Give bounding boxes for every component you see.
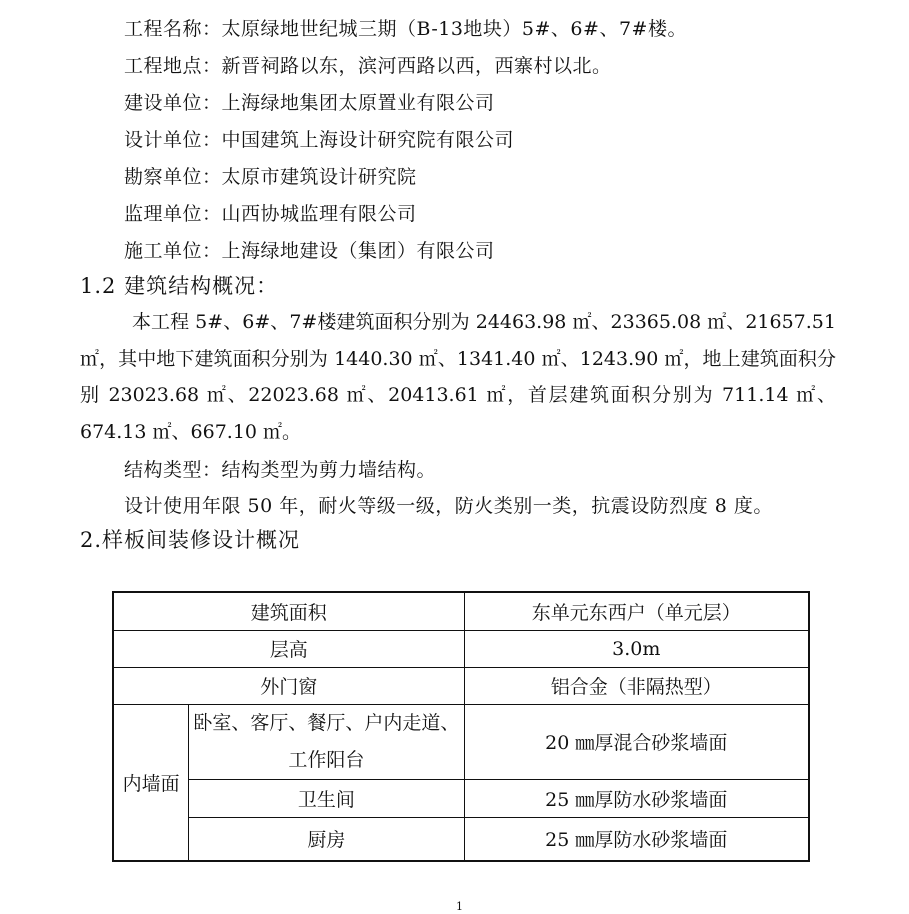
table-cell-label: 外门窗 (113, 667, 464, 704)
contractor-label: 施工单位： (124, 240, 222, 262)
table-cell-value: 3.0m (464, 630, 809, 667)
table-cell-label: 层高 (113, 630, 464, 667)
owner-value: 上海绿地集团太原置业有限公司 (221, 92, 495, 114)
structure-type-paragraph: 结构类型：结构类型为剪力墙结构。 (124, 459, 437, 481)
supervisor-value: 山西协城监理有限公司 (221, 203, 417, 225)
survey-label: 勘察单位： (124, 166, 222, 188)
survey-line (124, 162, 417, 189)
designer-label: 设计单位： (124, 129, 222, 151)
table-row (113, 779, 809, 817)
section-1-2-heading: 1.2 建筑结构概况： (80, 274, 279, 298)
owner-line (124, 88, 495, 115)
table-cell-value: 20 ㎜厚混合砂浆墙面 (464, 704, 809, 779)
contractor-value: 上海绿地建设（集团）有限公司 (221, 240, 495, 262)
decoration-table (112, 591, 810, 862)
project-name-value: 太原绿地世纪城三期（B-13地块）5#、6#、7#楼。 (221, 18, 687, 40)
section-2-heading: 2.样板间装修设计概况 (80, 528, 301, 552)
page-number: 1 (456, 900, 463, 913)
project-location-line (124, 51, 612, 78)
project-location-label: 工程地点： (124, 55, 222, 77)
supervisor-line (124, 199, 417, 226)
table-cell-value: 东单元东西户（单元层） (464, 592, 809, 630)
contractor-line (124, 236, 495, 263)
project-name-line (124, 14, 687, 41)
area-paragraph: 本工程 5#、6#、7#楼建筑面积分别为 24463.98 ㎡、23365.08 ㎡、21657.51 ㎡，其中地下建筑面积分别为 1440.30 ㎡、1341.40 ㎡、1243.90 ㎡，地上建筑面积分别 23023.68 ㎡、22023.68 ㎡、20413.61 ㎡，首层建筑面积分别为 711.14 ㎡、674.13 ㎡、667.10 ㎡。 (80, 311, 836, 443)
table-row (113, 592, 809, 630)
table-cell-label: 卫生间 (189, 779, 464, 817)
project-location-value: 新晋祠路以东，滨河西路以西，西寨村以北。 (221, 55, 612, 77)
table-cell-label: 建筑面积 (113, 592, 464, 630)
table-group-label: 内墙面 (113, 704, 189, 861)
table-cell-label: 卧室、客厅、餐厅、户内走道、工作阳台 (189, 704, 464, 779)
table-cell-value: 铝合金（非隔热型） (464, 667, 809, 704)
design-life-paragraph: 设计使用年限 50 年，耐火等级一级，防火类别一类，抗震设防烈度 8 度。 (124, 495, 773, 517)
table-cell-value: 25 ㎜厚防水砂浆墙面 (464, 817, 809, 861)
table-cell-label: 厨房 (189, 817, 464, 861)
table-cell-value: 25 ㎜厚防水砂浆墙面 (464, 779, 809, 817)
table-row (113, 704, 809, 779)
table-row (113, 630, 809, 667)
project-name-label: 工程名称： (124, 18, 222, 40)
survey-value: 太原市建筑设计研究院 (221, 166, 417, 188)
table-row (113, 817, 809, 861)
designer-line (124, 125, 514, 152)
table-row (113, 667, 809, 704)
owner-label: 建设单位： (124, 92, 222, 114)
designer-value: 中国建筑上海设计研究院有限公司 (221, 129, 515, 151)
supervisor-label: 监理单位： (124, 203, 222, 225)
